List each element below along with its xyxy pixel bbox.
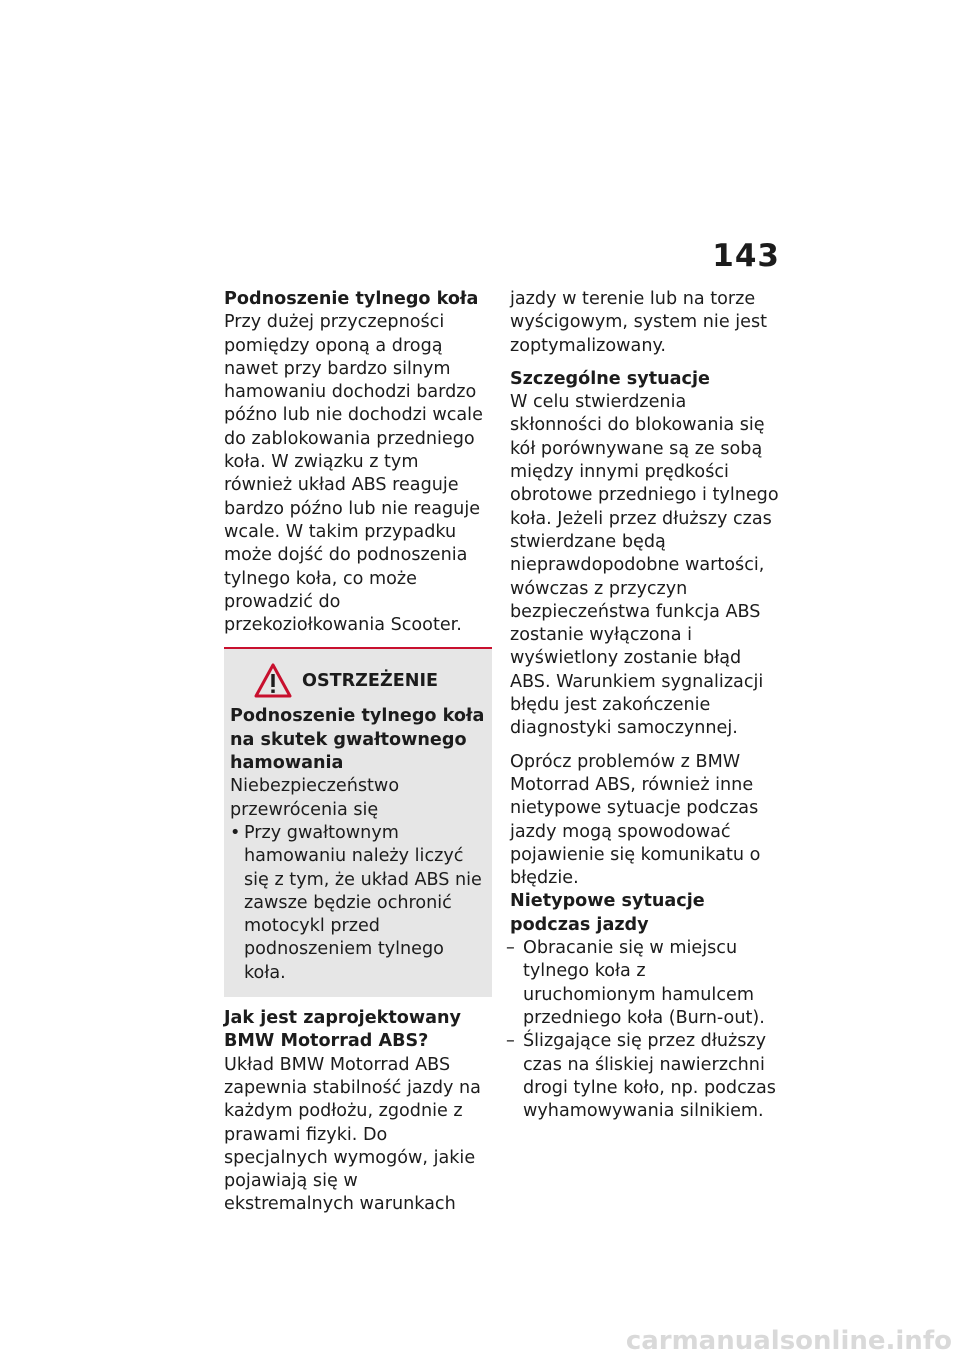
list-item: – Ślizgające się przez dłuższy czas na śliskiej nawierzchni drogi tylne koło, np. podczas wyhamowywania silnikiem.: [510, 1030, 782, 1123]
warning-bullet: • Przy gwałtownym hamowaniu należy liczyć się z tym, że układ ABS nie zawsze będzie ochronić motocykl przed podnoszeniem tylnego koła.: [230, 822, 486, 985]
section-rear-wheel-lift: [224, 288, 492, 637]
section-unusual-situations: [510, 890, 782, 1123]
paragraph-other-problems: Oprócz problemów z BMW Motorrad ABS, również inne nietypowe sytuacje podczas jazdy mogą spowodować pojawienie się komunikatu o błędzie.: [510, 751, 761, 889]
warning-heading: Podnoszenie tylnego koła na skutek gwałtownego hamowania: [230, 706, 485, 774]
section-body: Przy dużej przyczepności pomiędzy oponą a drogą nawet przy bardzo silnym hamowaniu dochodzi bardzo późno lub nie dochodzi wcale do zablokowania przedniego koła. W związku z tym również układ ABS reaguje bardzo późno lub nie reaguje wcale. W takim przypadku może dojść do podnoszenia tylnego koła, co może prowadzić do przekoziołkowania Scooter.: [224, 312, 483, 636]
warning-header: [254, 663, 486, 699]
section-abs-design: [224, 1007, 492, 1217]
watermark: carmanualsonline.info: [625, 1326, 952, 1356]
section-heading: Nietypowe sytuacje podczas jazdy: [510, 891, 705, 935]
section-special-situations: [510, 368, 782, 741]
section-heading: Szczególne sytuacje: [510, 368, 710, 389]
dash-list: [510, 937, 782, 1123]
warning-box: [224, 649, 492, 997]
section-body: Układ BMW Motorrad ABS zapewnia stabilność jazdy na każdym podłożu, zgodnie z prawami fizyki. Do specjalnych wymogów, jakie pojawiają się w ekstremalnych warunkach: [224, 1054, 481, 1215]
list-item: – Obracanie się w miejscu tylnego koła z uruchomionym hamulcem przedniego koła (Burn-out).: [510, 937, 782, 1030]
left-column: [224, 288, 492, 1217]
section-body: W celu stwierdzenia skłonności do blokowania się kół porównywane są ze sobą między innymi prędkości obrotowe przedniego i tylnego koła. Jeżeli przez dłuższy czas stwierdzane będą nieprawdopodobne wartości, wówczas z przyczyn bezpieczeństwa funkcja ABS zostanie wyłączona i wyświetlony zostanie błąd ABS. Warunkiem sygnalizacji błędu jest zakończenie diagnostyki samoczynnej.: [510, 392, 779, 739]
section-heading: Jak jest zaprojektowany BMW Motorrad ABS?: [224, 1008, 461, 1052]
continuation-text: jazdy w terenie lub na torze wyścigowym, system nie jest zoptymalizowany.: [510, 289, 768, 356]
section-heading: Podnoszenie tylnego koła: [224, 289, 479, 309]
warning-triangle-icon: [254, 663, 292, 699]
warning-hazard: Niebezpieczeństwo przewrócenia się: [230, 776, 400, 820]
right-column: [510, 288, 782, 1123]
warning-title: OSTRZEŻENIE: [302, 670, 439, 691]
warning-bullets: [230, 822, 486, 985]
page-number: 143: [712, 238, 780, 274]
